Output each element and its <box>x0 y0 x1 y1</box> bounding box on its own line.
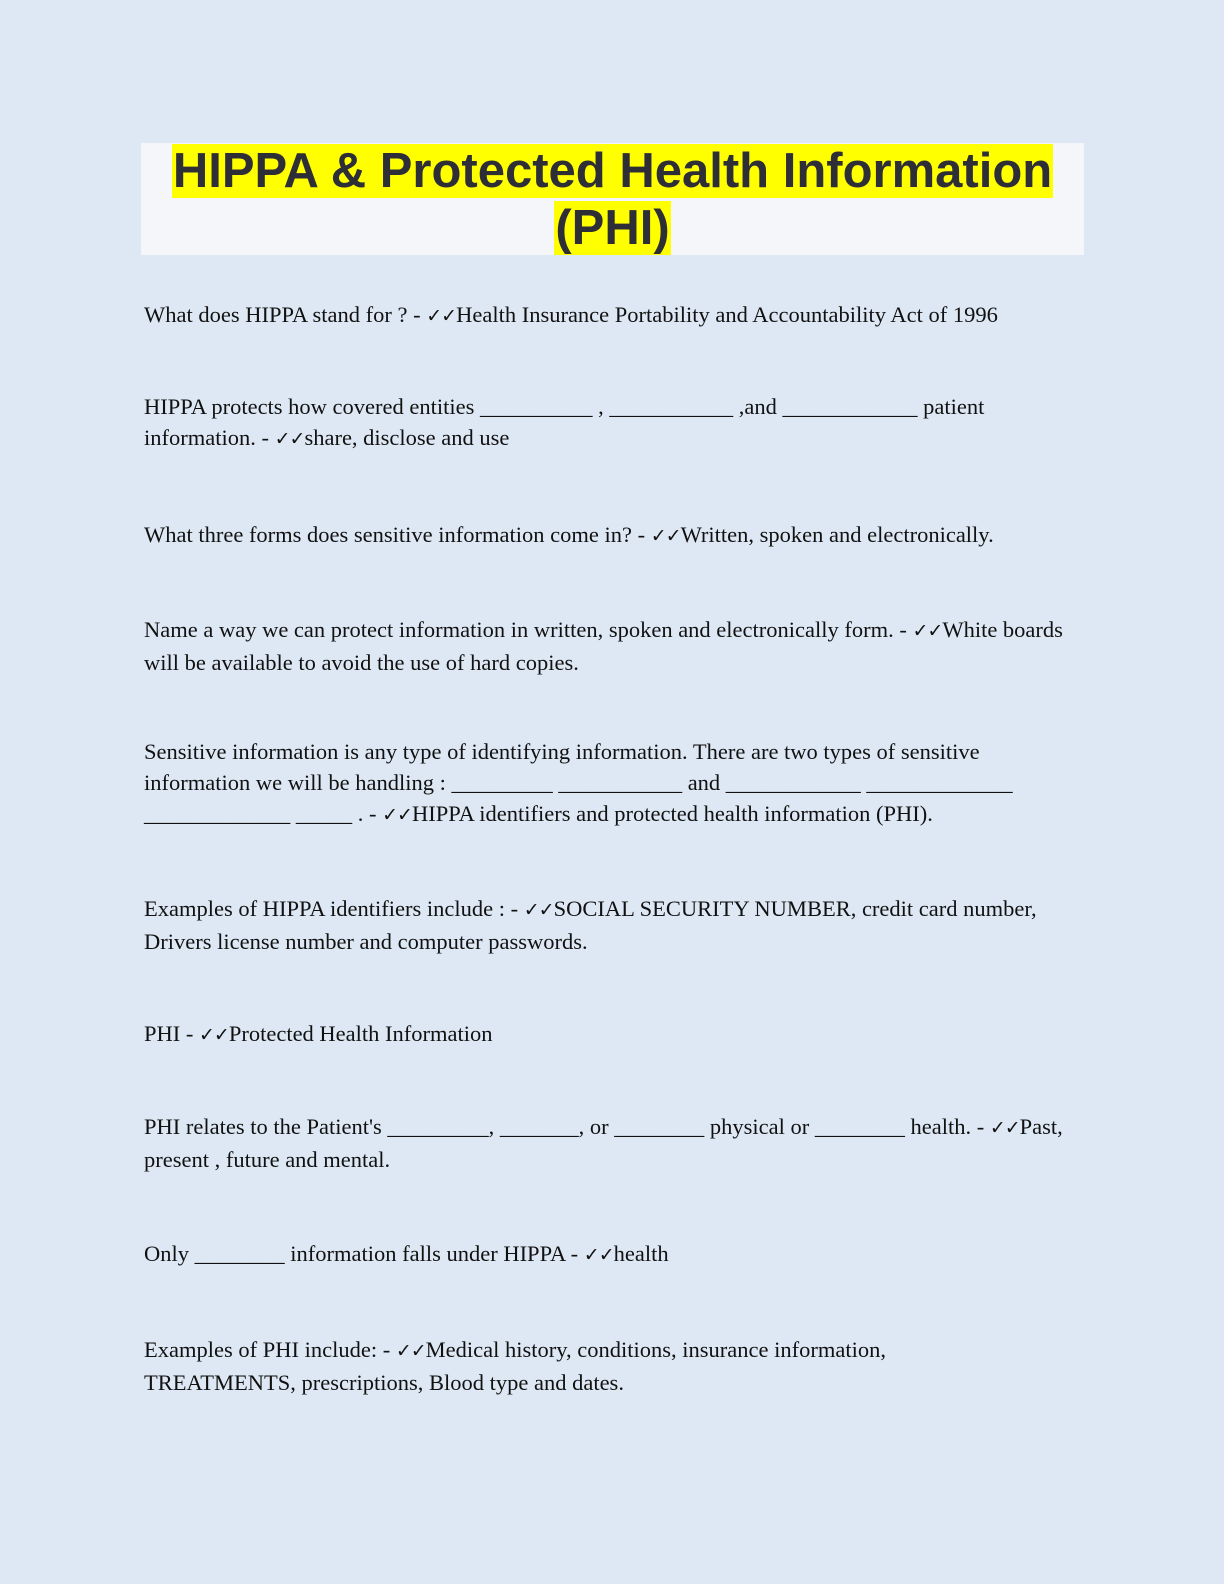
answer-text: health <box>613 1241 669 1266</box>
answer-text: Protected Health Information <box>228 1021 493 1046</box>
question-text: What does HIPPA stand for ? - <box>144 302 427 327</box>
answer-text: SOCIAL SECURITY NUMBER, credit card number, Drivers license number and computer passwords. <box>144 896 1037 954</box>
question-text: Examples of PHI include: - <box>144 1337 396 1362</box>
qa-item-4 <box>144 614 1079 678</box>
question-text: HIPPA protects how covered entities __________ , ___________ ,and ____________ patient information. - <box>144 394 985 450</box>
answer-text: White boards will be available to avoid the use of hard copies. <box>144 617 1063 675</box>
double-check-icon: ✓✓ <box>989 1117 1020 1139</box>
answer-text: share, disclose and use <box>304 425 510 450</box>
double-check-icon: ✓✓ <box>523 899 554 921</box>
qa-item-6 <box>144 893 1079 957</box>
question-text: Name a way we can protect information in written, spoken and electronically form. - <box>144 617 913 642</box>
question-text: Only ________ information falls under HIPPA - <box>144 1241 584 1266</box>
qa-item-8 <box>144 1111 1079 1175</box>
double-check-icon: ✓✓ <box>382 804 412 826</box>
double-check-icon: ✓✓ <box>395 1340 426 1362</box>
answer-text: Health Insurance Portability and Accountability Act of 1996 <box>456 302 998 327</box>
qa-item-10 <box>144 1334 964 1398</box>
title-line-2: (PHI) <box>555 201 670 255</box>
double-check-icon: ✓✓ <box>426 305 457 327</box>
qa-item-7 <box>144 1018 1079 1051</box>
double-check-icon: ✓✓ <box>274 428 305 450</box>
qa-item-2 <box>144 391 1064 455</box>
question-text: Sensitive information is any type of identifying information. There are two types of sensitive information we will be handling : _________ ___________ and ____________ _____________ _____________ _____ . - <box>144 739 1013 826</box>
question-text: What three forms does sensitive information come in? - <box>144 522 651 547</box>
question-text: PHI relates to the Patient's _________, _______, or ________ physical or ________ health. - <box>144 1114 990 1139</box>
qa-item-9 <box>144 1238 1079 1271</box>
double-check-icon: ✓✓ <box>650 525 681 547</box>
answer-text: HIPPA identifiers and protected health information (PHI). <box>411 801 933 826</box>
answer-text: Past, present , future and mental. <box>144 1114 1063 1172</box>
qa-item-1 <box>144 299 1079 332</box>
question-text: Examples of HIPPA identifiers include : - <box>144 896 524 921</box>
page-title <box>141 143 1084 257</box>
answer-text: Medical history, conditions, insurance information, TREATMENTS, prescriptions, Blood type and dates. <box>144 1337 886 1395</box>
question-text: PHI - <box>144 1021 199 1046</box>
double-check-icon: ✓✓ <box>583 1244 614 1266</box>
qa-item-5 <box>144 736 1079 831</box>
title-box <box>141 143 1084 255</box>
double-check-icon: ✓✓ <box>199 1024 229 1046</box>
qa-item-3 <box>144 519 1079 552</box>
double-check-icon: ✓✓ <box>912 620 943 642</box>
title-line-1: HIPPA & Protected Health Information <box>172 144 1053 198</box>
answer-text: Written, spoken and electronically. <box>680 522 994 547</box>
